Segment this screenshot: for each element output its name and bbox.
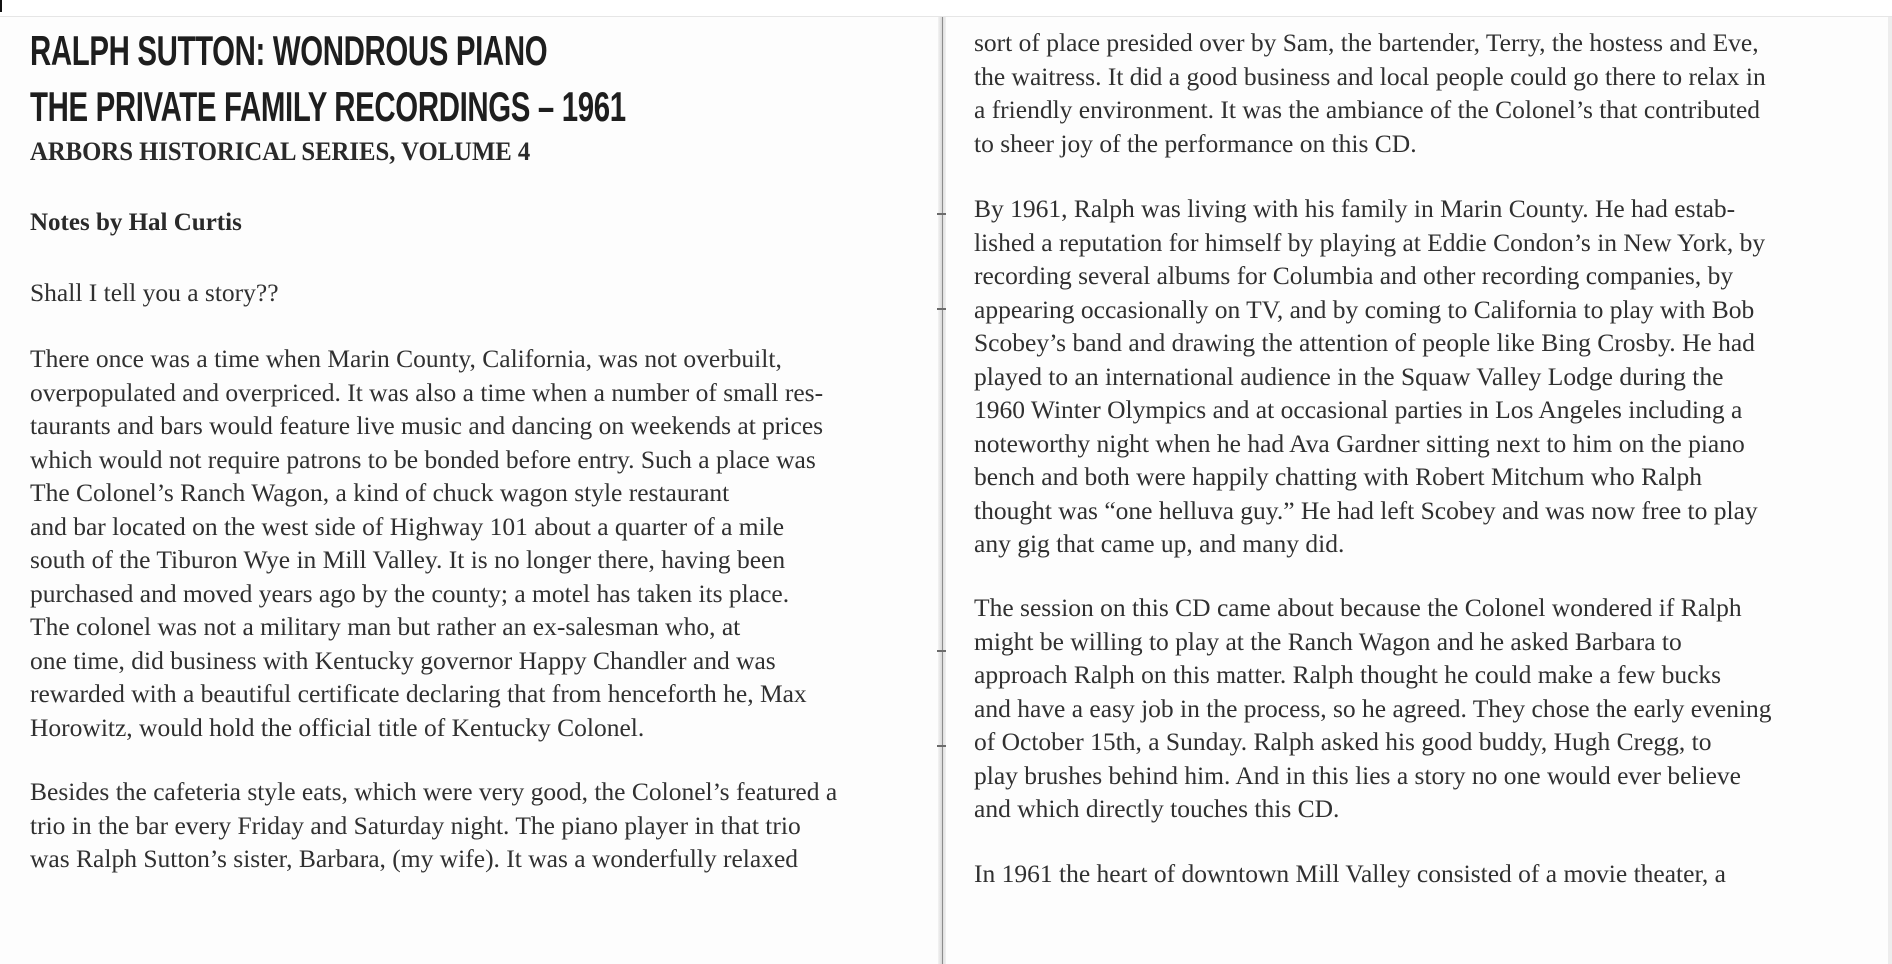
series-subtitle: ARBORS HISTORICAL SERIES, VOLUME 4 <box>30 137 531 166</box>
text-line: which would not require patrons to be bonded before entry. Such a place was <box>30 444 816 474</box>
text-line: and bar located on the west side of Highway 101 about a quarter of a mile <box>30 511 785 541</box>
text-line: approach Ralph on this matter. Ralph thought he could make a few bucks <box>974 660 1722 689</box>
text-line: a friendly environment. It was the ambiance of the Colonel’s that contributed <box>974 95 1761 124</box>
left-page <box>0 17 938 964</box>
text-line: rewarded with a beautiful certificate declaring that from henceforth he, Max <box>30 679 807 708</box>
opening-line <box>30 276 279 310</box>
right-page <box>946 17 1892 964</box>
text-line: recording several albums for Columbia and other recording companies, by <box>974 261 1734 290</box>
text-line: south of the Tiburon Wye in Mill Valley. It is no longer there, having been <box>30 545 786 574</box>
text-line: lished a reputation for himself by playing at Eddie Condon’s in New York, by <box>974 227 1766 257</box>
text-line: In 1961 the heart of downtown Mill Valley consisted of a movie theater, a <box>974 859 1726 888</box>
scan-corner-mark <box>0 0 2 12</box>
text-line: might be willing to play at the Ranch Wagon and he asked Barbara to <box>974 626 1682 656</box>
text-line: and which directly touches this CD. <box>974 794 1340 823</box>
text-line: By 1961, Ralph was living with his family in Marin County. He had estab- <box>974 194 1736 223</box>
text-line: Horowitz, would hold the official title of Kentucky Colonel. <box>30 712 645 742</box>
text-line: 1960 Winter Olympics and at occasional parties in Los Angeles including a <box>974 395 1743 424</box>
text-line: of October 15th, a Sunday. Ralph asked his good buddy, Hugh Cregg, to <box>974 727 1712 756</box>
title-line-1: RALPH SUTTON: WONDROUS PIANO <box>30 27 548 74</box>
text-line: thought was “one helluva guy.” He had left Scobey and was now free to play <box>974 495 1758 525</box>
right-paragraph-1 <box>974 26 1766 160</box>
left-paragraph-2 <box>30 775 837 876</box>
text-line: purchased and moved years ago by the county; a motel has taken its place. <box>30 578 790 608</box>
scan-right-edge <box>1888 17 1892 964</box>
text-line: to sheer joy of the performance on this CD. <box>974 128 1417 158</box>
right-paragraph-3 <box>974 591 1772 826</box>
right-paragraph-4 <box>974 857 1726 891</box>
text-line: played to an international audience in the Squaw Valley Lodge during the <box>974 361 1724 391</box>
text-line: trio in the bar every Friday and Saturday night. The piano player in that trio <box>30 810 801 840</box>
text-line: overpopulated and overpriced. It was also a time when a number of small res- <box>30 377 824 407</box>
text-line: taurants and bars would feature live music and dancing on weekends at prices <box>30 411 824 440</box>
text-line: play brushes behind him. And in this lies a story no one would ever believe <box>974 760 1741 790</box>
right-paragraph-2 <box>974 192 1765 561</box>
text-line: one time, did business with Kentucky governor Happy Chandler and was <box>30 645 776 675</box>
text-line: noteworthy night when he had Ava Gardner sitting next to him on the piano <box>974 428 1745 458</box>
text-line: There once was a time when Marin County, California, was not overbuilt, <box>30 344 782 373</box>
text-line: any gig that came up, and many did. <box>974 529 1345 558</box>
text-line: sort of place presided over by Sam, the bartender, Terry, the hostess and Eve, <box>974 28 1759 57</box>
text-line: Besides the cafeteria style eats, which were very good, the Colonel’s featured a <box>30 777 838 806</box>
text-line: the waitress. It did a good business and local people could go there to relax in <box>974 61 1766 91</box>
text-line: bench and both were happily chatting with Robert Mitchum who Ralph <box>974 462 1703 491</box>
spine-fold-line <box>942 17 943 964</box>
text-line: The colonel was not a military man but rather an ex-salesman who, at <box>30 612 741 641</box>
text-line: The session on this CD came about because the Colonel wondered if Ralph <box>974 593 1742 622</box>
text-line: The Colonel’s Ranch Wagon, a kind of chuck wagon style restaurant <box>30 478 730 507</box>
text-line: was Ralph Sutton’s sister, Barbara, (my wife). It was a wonderfully relaxed <box>30 844 799 873</box>
notes-byline: Notes by Hal Curtis <box>30 209 242 236</box>
text-line: and have a easy job in the process, so he agreed. They chose the early evening <box>974 693 1772 723</box>
text-line: Scobey’s band and drawing the attention of people like Bing Crosby. He had <box>974 328 1755 357</box>
text-line: appearing occasionally on TV, and by coming to California to play with Bob <box>974 294 1755 324</box>
text-line: Shall I tell you a story?? <box>30 278 279 307</box>
title-line-2: THE PRIVATE FAMILY RECORDINGS – 1961 <box>30 83 626 130</box>
left-paragraph-1 <box>30 342 823 744</box>
